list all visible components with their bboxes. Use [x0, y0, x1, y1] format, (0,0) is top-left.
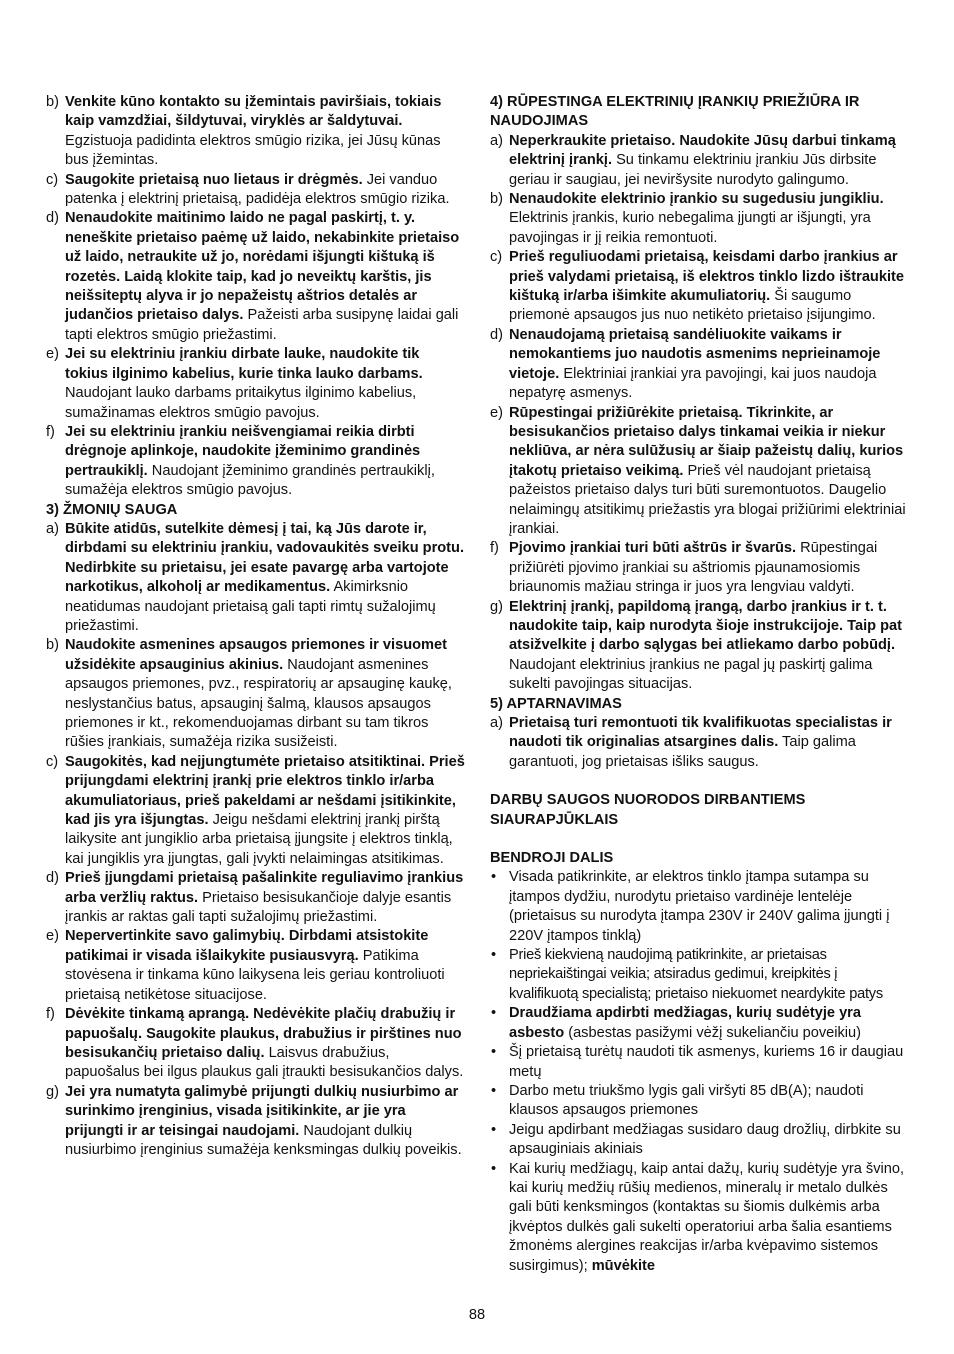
list-item — [46, 1083, 466, 1161]
item-bold-text: Jei su elektriniu įrankiu neišvengiamai reikia dirbti drėgnoje aplinkoje, naudokite įžeminimo grandinės pertraukiklį. — [65, 423, 421, 479]
bullet-dot: • — [491, 1121, 497, 1138]
item-bold-text: Prietaisą turi remontuoti tik kvalifikuotas specialistas ir naudoti tik originalias atsargines dalis. — [509, 715, 892, 751]
item-label: d) — [46, 210, 59, 227]
bullet-text: Darbo metu triukšmo lygis gali viršyti 85 dB(A); naudoti klausos apsaugos priemones — [509, 1082, 864, 1119]
item-bold-text: Prieš reguliuodami prietaisą, keisdami darbo įrankius ar prieš valydami prietaisą, iš elektros tinklo lizdo ištraukite kištuką ir/arba išimkite akumuliatorių. — [509, 249, 904, 305]
bullet-item — [490, 1121, 910, 1160]
item-text: Patikima stovėsena ir tinkama kūno laikysena leis geriau kontroliuoti prietaisą netikėtose situacijose. — [65, 947, 445, 1003]
bullet-text: Kai kurių medžiagų, kaip antai dažų, kurių sudėtyje yra švino, kai kurių medžių rūšių medienos, mineralų ir metalo dulkės gali būti kenksmingos (kontaktas su šiomis dulkėmis arba įkvėptos dulkės gali sukelti operatoriui arba šalia esantiems žmonėms alergines reakcijas ir/arba kvėpavimo sistemos susirgimus); — [509, 1160, 905, 1274]
list-item — [490, 132, 910, 190]
item-text: Egzistuoja padidinta elektros smūgio rizika, jei Jūsų kūnas bus įžemintas. — [65, 132, 441, 169]
list-item — [46, 636, 466, 752]
item-text: Jeigu nešdami elektrinį įrankį pirštą laikysite ant jungiklio arba prietaisą įjungsite į elektros tinklą, kai jungiklis yra įjungtas, gali įvykti nelaimingas atsitikimas. — [65, 812, 453, 867]
item-text: Prietaiso besisukančioje dalyje esantis įrankis ar raktas gali tapti sužalojimų priežastimi. — [65, 889, 452, 926]
item-label: a) — [46, 520, 59, 537]
list-item — [490, 598, 910, 695]
bullet-item — [490, 1043, 910, 1082]
list-item — [46, 209, 466, 345]
list-item — [46, 1005, 466, 1083]
item-bold-text: Jei yra numatyta galimybė prijungti dulkių nusiurbimo ar surinkimo įrenginius, visada įsitikinkite, ar jie yra prijungti ir ar teisingai naudojami. — [65, 1083, 459, 1139]
item-text: Pažeisti arba susipynę laidai gali tapti elektros smūgio priežastimi. — [65, 307, 459, 343]
item-bold-text: Prieš įjungdami prietaisą pašalinkite reguliavimo įrankius arba veržlių raktus. — [65, 870, 464, 906]
bullet-dot: • — [491, 947, 496, 964]
item-bold-text: Būkite atidūs, sutelkite dėmesį į tai, ką Jūs darote ir, dirbdami su elektriniu įrankiu, vadovaukitės sveiku protu. Nedirbkite su prietaisu, jei esate pavargę arba vartojote narkotikus, alkoholį ar medikamentus. — [65, 520, 465, 596]
left-column — [46, 93, 466, 1160]
bullet-dot: • — [491, 1160, 497, 1177]
item-label: e) — [490, 404, 503, 421]
item-label: b) — [46, 94, 59, 110]
item-label: f) — [46, 423, 55, 440]
bullet-item — [490, 1004, 910, 1043]
item-bold-text: Nenaudokite elektrinio įrankio su sugedusiu jungikliu. — [509, 191, 884, 208]
bullet-text: Jeigu apdirbant medžiagas susidaro daug drožlių, dirbkite su apsauginiais akiniais — [509, 1121, 901, 1158]
item-bold-text: Saugokitės, kad neįjungtumėte prietaiso atsitiktinai. Prieš prijungdami elektrinį įrankį prie elektros tinklo ir/arba akumuliatoriaus, prieš pakeldami ar nešdami įsitikinkite, kad jis yra išjungtas. — [65, 753, 465, 829]
item-text: Jei vanduo patenka į elektrinį prietaisą, padidėja elektros smūgio rizika. — [65, 171, 450, 208]
item-bold-text: Rūpestingai prižiūrėkite prietaisą. Tikrinkite, ar besisukančios prietaiso dalys tinkamai veikia ir niekur nekliūva, ar nėra sulūžusių ar šiaip pažeistų dalių, kurios įtakotų prietaiso veikimą. — [509, 404, 904, 479]
list-item — [46, 423, 466, 501]
bullet-text: Šį prietaisą turėtų naudoti tik asmenys, kuriems 16 ir daugiau metų — [509, 1044, 904, 1080]
item-label: g) — [490, 598, 503, 615]
bullet-dot: • — [491, 1044, 497, 1061]
bullet-text: (asbestas pasižymi vėžį sukeliančiu poveikiu) — [564, 1024, 862, 1041]
item-label: a) — [490, 132, 503, 149]
item-text: Laisvus drabužius, papuošalus bei ilgus plaukus gali įtraukti besisukančios dalys. — [65, 1044, 464, 1081]
bullet-item — [490, 1082, 910, 1121]
list-item — [46, 869, 466, 927]
list-item — [46, 520, 466, 636]
item-label: b) — [46, 637, 59, 654]
item-bold-text: Neperkraukite prietaiso. Naudokite Jūsų darbui tinkamą elektrinį įrankį. — [509, 132, 896, 169]
item-bold-text: Pjovimo įrankiai turi būti aštrūs ir švarūs. — [509, 540, 797, 557]
item-bold-text: Nenaudokite maitinimo laido ne pagal paskirtį, t. y. neneškite prietaiso paėmę už laido, nekabinkite prietaiso už laido, netraukite už jo, norėdami išjungti kištuką iš rozetės. Laidą klokite taip, kad jo neveiktų karštis, jis neišsiteptų alyva ir jo nepažeistų aštrios detalės ar judančios prietaiso dalys. — [65, 210, 460, 324]
list-item — [490, 714, 910, 772]
bullet-text: Prieš kiekvieną naudojimą patikrinkite, ar prietaisas nepriekaištingai veikia; atsiradus gedimui, kreipkitės į kvalifikuotą specialistą; prietaiso niekuomet neardykite patys — [509, 947, 883, 1002]
list-item — [46, 927, 466, 1005]
item-bold-text: Elektrinį įrankį, papildomą įrangą, darbo įrankius ir t. t. naudokite taip, kaip nurodyta šioje instrukcijoje. Taip pat atsižvelkite į darbo sąlygas bei atliekamo darbo pobūdį. — [509, 598, 903, 654]
list-item — [490, 326, 910, 404]
list-item — [490, 539, 910, 597]
item-bold-text: Dėvėkite tinkamą aprangą. Nedėvėkite plačių drabužių ir papuošalų. Saugokite plaukus, drabužius ir pirštines nuo besisukančių prietaiso dalių. — [65, 1006, 462, 1061]
section-heading: 5) APTARNAVIMAS — [490, 695, 622, 712]
item-text: Akimirksnio neatidumas naudojant prietaisą gali tapti rimtų sužalojimų priežastimi. — [65, 579, 436, 634]
item-label: f) — [490, 540, 499, 557]
item-bold-text: Naudokite asmenines apsaugos priemones ir visuomet užsidėkite apsauginius akinius. — [65, 637, 447, 673]
item-label: g) — [46, 1083, 59, 1100]
list-item — [46, 753, 466, 869]
item-label: a) — [490, 715, 503, 731]
bullet-dot: • — [491, 869, 497, 886]
item-text: Naudojant įžeminimo grandinės pertraukiklį, sumažėja elektros smūgio pavojus. — [65, 462, 435, 499]
item-label: c) — [490, 249, 503, 266]
bullet-dot: • — [491, 1005, 497, 1022]
item-label: c) — [46, 171, 59, 188]
item-text: Naudojant elektrinius įrankius ne pagal jų paskirtį galima sukelti pavojingas situacijas. — [509, 656, 873, 693]
item-text: Prieš vėl naudojant prietaisą pažeistos prietaiso dalys turi būti suremontuotos. Daugelio nelaimingų atsitikimų priežastis yra blogai prižiūrimi elektriniai įrankiai. — [509, 462, 906, 537]
bullet-item — [490, 1160, 910, 1276]
item-text: Elektriniai įrankiai yra pavojingi, kai juos naudoja nepatyrę asmenys. — [509, 365, 877, 402]
bullet-text: Visada patikrinkite, ar elektros tinklo įtampa sutampa su įtampos dydžiu, nurodytu prietaiso vardinėje lentelėje (prietaisus su nurodyta įtampa 230V ir 240V galima įjungti į 220V įtampos tinklą) — [509, 869, 890, 944]
list-item — [490, 404, 910, 540]
section-heading: 3) ŽMONIŲ SAUGA — [46, 501, 178, 518]
item-label: e) — [46, 928, 59, 945]
item-bold-text: Nepervertinkite savo galimybių. Dirbdami atsistokite patikimai ir visada išlaikykite pusiausvyrą. — [65, 928, 429, 964]
right-column — [490, 93, 910, 1276]
item-label: f) — [46, 1006, 55, 1023]
page-number: 88 — [468, 1307, 486, 1323]
bullet-item — [490, 946, 910, 1004]
spacer — [490, 830, 910, 849]
list-item — [490, 190, 910, 248]
item-text: Su tinkamu elektriniu įrankiu Jūs dirbsite geriau ir saugiau, jei neviršysite nurodyto galingumo. — [509, 152, 877, 188]
item-label: c) — [46, 753, 59, 770]
item-label: b) — [490, 191, 503, 208]
item-label: d) — [490, 326, 503, 343]
list-item — [46, 93, 466, 171]
item-text: Elektrinis įrankis, kurio nebegalima įjungti ar išjungti, yra pavojingas ir jį reikia remontuoti. — [509, 210, 871, 246]
spacer — [490, 772, 910, 791]
section-heading: DARBŲ SAUGOS NUORODOS DIRBANTIEMS SIAURAPJŪKLAIS — [490, 792, 806, 828]
bullet-bold-tail: mūvėkite — [587, 1257, 655, 1274]
bullet-dot: • — [491, 1082, 497, 1099]
section-heading: BENDROJI DALIS — [490, 850, 614, 867]
bullet-bold-text: Draudžiama apdirbti medžiagas, kurių sudėtyje yra asbesto — [509, 1005, 861, 1041]
item-bold-text: Saugokite prietaisą nuo lietaus ir drėgmės. — [65, 171, 363, 188]
bullet-item — [490, 868, 910, 946]
list-item — [46, 171, 466, 210]
item-bold-text: Venkite kūno kontakto su įžemintais paviršiais, tokiais kaip vamzdžiai, šildytuvai, viryklės ar šaldytuvai. — [65, 94, 442, 130]
section-heading: 4) RŪPESTINGA ELEKTRINIŲ ĮRANKIŲ PRIEŽIŪRA IR NAUDOJIMAS — [490, 94, 860, 130]
item-text: Rūpestingai prižiūrėti pjovimo įrankiai su aštriomis pjaunamosiomis briaunomis mažiau stringa ir juos yra lengviau valdyti. — [509, 540, 878, 596]
item-text: Naudojant dulkių nusiurbimo įrenginius sumažėja kenksmingas dulkių poveikis. — [65, 1122, 462, 1158]
item-bold-text: Jei su elektriniu įrankiu dirbate lauke, naudokite tik tokius ilginimo kabelius, kurie tinka lauko darbams. — [65, 346, 423, 382]
item-bold-text: Nenaudojamą prietaisą sandėliuokite vaikams ir nemokantiems juo naudotis asmenims neprieinamoje vietoje. — [509, 326, 881, 382]
item-label: e) — [46, 346, 59, 363]
item-label: d) — [46, 870, 59, 887]
item-text: Ši saugumo priemonė apsaugos jus nuo netikėto prietaiso įsijungimo. — [509, 288, 876, 324]
item-text: Taip galima garantuoti, jog prietaisas išliks saugus. — [509, 734, 856, 770]
item-text: Naudojant asmenines apsaugos priemones, pvz., respiratorių ar apsauginę kaukę, neslystančius batus, apsauginį šalmą, klausos apsaugos priemones ir kt., rekomenduojamas dirbant su tam tikros rūšies įrankiais, sumažėja rizika susižeisti. — [65, 656, 452, 751]
list-item — [490, 248, 910, 326]
item-text: Naudojant lauko darbams pritaikytus ilginimo kabelius, sumažinamas elektros smūgio pavojus. — [65, 385, 417, 421]
list-item — [46, 345, 466, 423]
